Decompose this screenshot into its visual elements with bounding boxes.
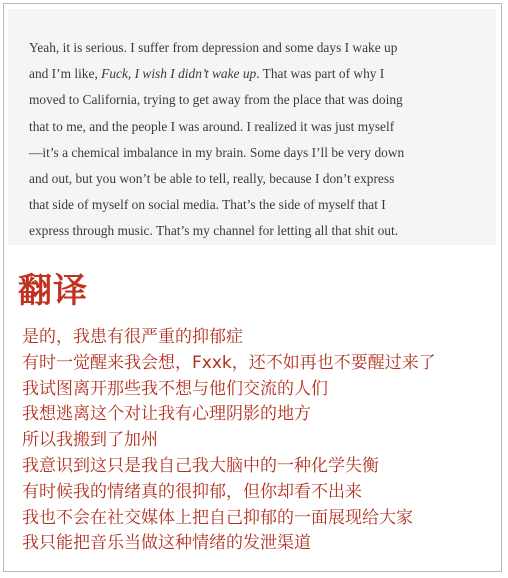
quote-line-text: moved to California, trying to get away from the place that was doing xyxy=(29,92,403,108)
quote-line xyxy=(29,87,491,113)
quote-line xyxy=(29,140,491,166)
quote-card xyxy=(8,9,496,245)
translation-list xyxy=(22,325,436,557)
quote-line xyxy=(29,114,491,140)
translation-line: 我想逃离这个对让我有心理阴影的地方 xyxy=(22,404,311,425)
translation-line: 我试图离开那些我不想与他们交流的人们 xyxy=(22,378,328,399)
quote-text xyxy=(29,35,491,245)
quote-line xyxy=(29,35,491,61)
translation-title: 翻译 xyxy=(18,271,88,311)
translation-line: 我也不会在社交媒体上把自己抑郁的一面展现给大家 xyxy=(22,507,413,528)
quote-line-text: —it’s a chemical imbalance in my brain. Some days I’ll be very down xyxy=(29,144,405,160)
translation-line: 有时一觉醒来我会想，Fxxk，还不如再也不要醒过来了 xyxy=(22,352,436,373)
quote-line-text: that to me, and the people I was around. I realized it was just myself xyxy=(29,118,395,134)
translation-line: 我意识到这只是我自己我大脑中的一种化学失衡 xyxy=(22,455,379,476)
quote-line xyxy=(29,61,491,87)
quote-italic-text: Fuck, I wish I didn’t wake up xyxy=(101,66,257,82)
quote-line-text: express through music. That’s my channel for letting all that shit out. xyxy=(29,223,399,239)
quote-line-text: . That was part of why I xyxy=(256,66,385,82)
quote-line-text: and out, but you won’t be able to tell, really, because I don’t express xyxy=(29,171,395,187)
translation-line: 我只能把音乐当做这种情绪的发泄渠道 xyxy=(22,533,311,554)
quote-line xyxy=(29,218,491,244)
quote-line-text: that side of myself on social media. That’s the side of myself that I xyxy=(29,197,386,213)
quote-line xyxy=(29,166,491,192)
quote-line xyxy=(29,192,491,218)
translation-line: 所以我搬到了加州 xyxy=(22,430,158,451)
translation-line: 是的，我患有很严重的抑郁症 xyxy=(22,327,243,347)
quote-line-text: and I’m like, xyxy=(29,66,102,82)
translation-line: 有时候我的情绪真的很抑郁，但你却看不出来 xyxy=(22,481,362,502)
quote-line-text: Yeah, it is serious. I suffer from depression and some days I wake up xyxy=(29,40,398,55)
